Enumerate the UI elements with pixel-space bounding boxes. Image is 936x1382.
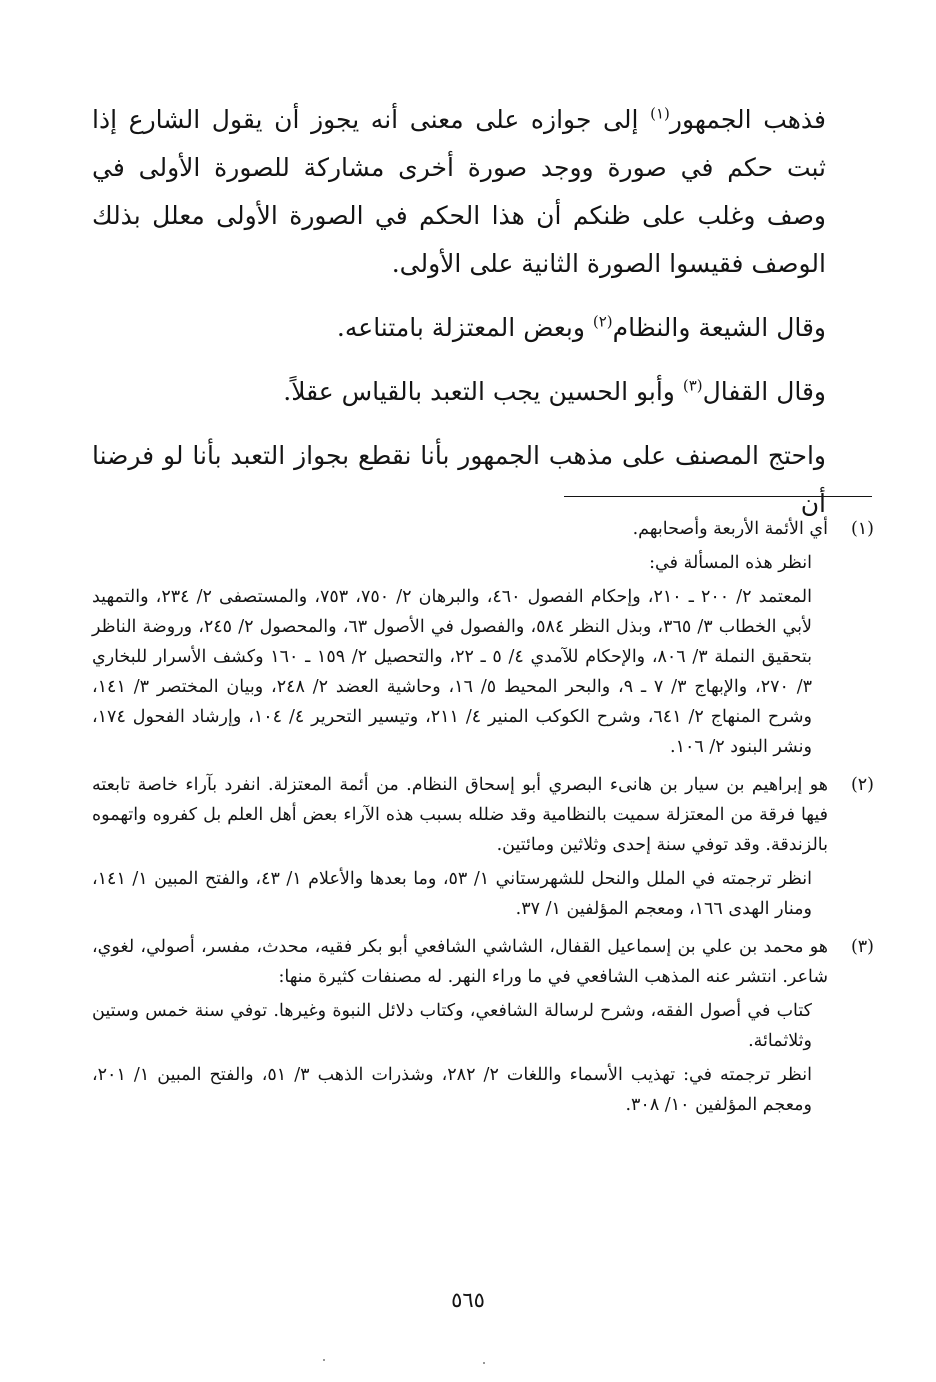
footnote-marker-1: (١) [650,104,670,123]
paragraph-3: وقال القفال$^{(٣)}$ وأبو الحسين يجب التعبد بالقياس عقلاً. [283,376,826,406]
footnote-separator [564,496,872,497]
footnote-text: هو إبراهيم بن سيار بن هانىء البصري أبو إسحاق النظام. من أئمة المعتزلة. انفرد بآراء خاصة تابعته فيها فرقة من المعتزلة سميت بالنظامية وقد ضلله بسبب هذه الآراء بعض أهل العلم بل كفروه واتهموه بالزندقة. وقد توفي سنة إحدى وثلاثين ومائتين. [92,775,828,855]
main-text [92,96,874,530]
footnote-text: المعتمد ٢/ ٢٠٠ ـ ٢١٠، وإحكام الفصول ٤٦٠، والبرهان ٢/ ٧٥٠، ٧٥٣، والمستصفى ٢/ ٢٣٤، والتمهيد لأبي الخطاب ٣/ ٣٦٥، وبذل النظر ٥٨٤، والفصول في الأصول ٦٣، والمحصول ٢/ ٢٤٥، وروضة الناظر بتحقيق النملة ٣/ ٨٠٦، والإحكام للآمدي ٤/ ٥ ـ ٢٢، والتحصيل ٢/ ١٥٩ ـ ١٦٠ وكشف الأسرار للبخاري ٣/ ٢٧٠، والإبهاج ٣/ ٧ ـ ٩، والبحر المحيط ٥/ ١٦، وحاشية العضد ٢/ ٢٤٨، وبيان المختصر ٣/ ١٤١، وشرح المنهاج ٢/ ٦٤١، وشرح الكوكب المنير ٤/ ٢١١، وتيسير التحرير ٤/ ١٠٤، وإرشاد الفحول ١٧٤، ونشر البنود ٢/ ١٠٦. [92,587,813,757]
footnote-body [92,514,828,766]
footnote-text: انظر ترجمته في الملل والنحل للشهرستاني ١/ ٥٣، وما بعدها والأعلام ١/ ٤٣، والفتح المبين ١/ ١٤١، ومنار الهدى ١٦٦، ومعجم المؤلفين ١/ ٣٧. [92,869,812,919]
scan-speck [323,1359,325,1361]
paragraph-2: وقال الشيعة والنظام$^{(٢)}$ وبعض المعتزلة بامتناعه. [336,312,826,342]
page-number: ٥٦٥ [451,1288,485,1312]
footnote-3 [92,932,874,1124]
footnote-text: انظر ترجمته في: تهذيب الأسماء واللغات ٢/ ٢٨٢، وشذرات الذهب ٣/ ٥١، والفتح المبين ١/ ٢٠١، ومعجم المؤلفين ١٠/ ٣٠٨. [92,1065,812,1115]
footnotes [92,514,874,1128]
footnote-number: (١) [850,519,874,539]
scan-speck [483,1362,485,1364]
footnote-text: انظر هذه المسألة في: [649,553,812,573]
footnote-2 [92,770,874,928]
footnote-text: أي الأئمة الأربعة وأصحابهم. [632,519,828,539]
footnote-1 [92,514,874,766]
footnote-text: كتاب في أصول الفقه، وشرح لرسالة الشافعي، وكتاب دلائل النبوة وغيرها. توفي سنة خمس وستين وثلاثمائة. [92,1001,812,1051]
footnote-marker-2: (٢) [592,312,613,331]
footnote-number: (٢) [850,775,874,795]
paragraph-4: واحتج المصنف على مذهب الجمهور بأنا نقطع بجواز التعبد بأنا لو فرضنا أن [92,441,826,518]
footnote-body [92,932,828,1124]
footnote-body [92,770,828,928]
paragraph-1: فذهب الجمهور$^{(١)}$ إلى جوازه على معنى أنه يجوز أن يقول الشارع إذا ثبت حكم في صورة ووجد صورة أخرى مشاركة للصورة الأولى في وصف وغلب على ظنكم أن هذا الحكم في الصورة الأولى معلل بذلك الوصف فقيسوا الصورة الثانية على الأولى. [92,104,827,278]
footnote-marker-3: (٣) [682,376,703,395]
footnote-text: هو محمد بن علي بن إسماعيل القفال، الشاشي الشافعي أبو بكر فقيه، محدث، مفسر، أصولي، لغوي، شاعر. انتشر عنه المذهب الشافعي في ما وراء النهر. له مصنفات كثيرة منها: [92,937,828,987]
footnote-number: (٣) [850,937,874,957]
